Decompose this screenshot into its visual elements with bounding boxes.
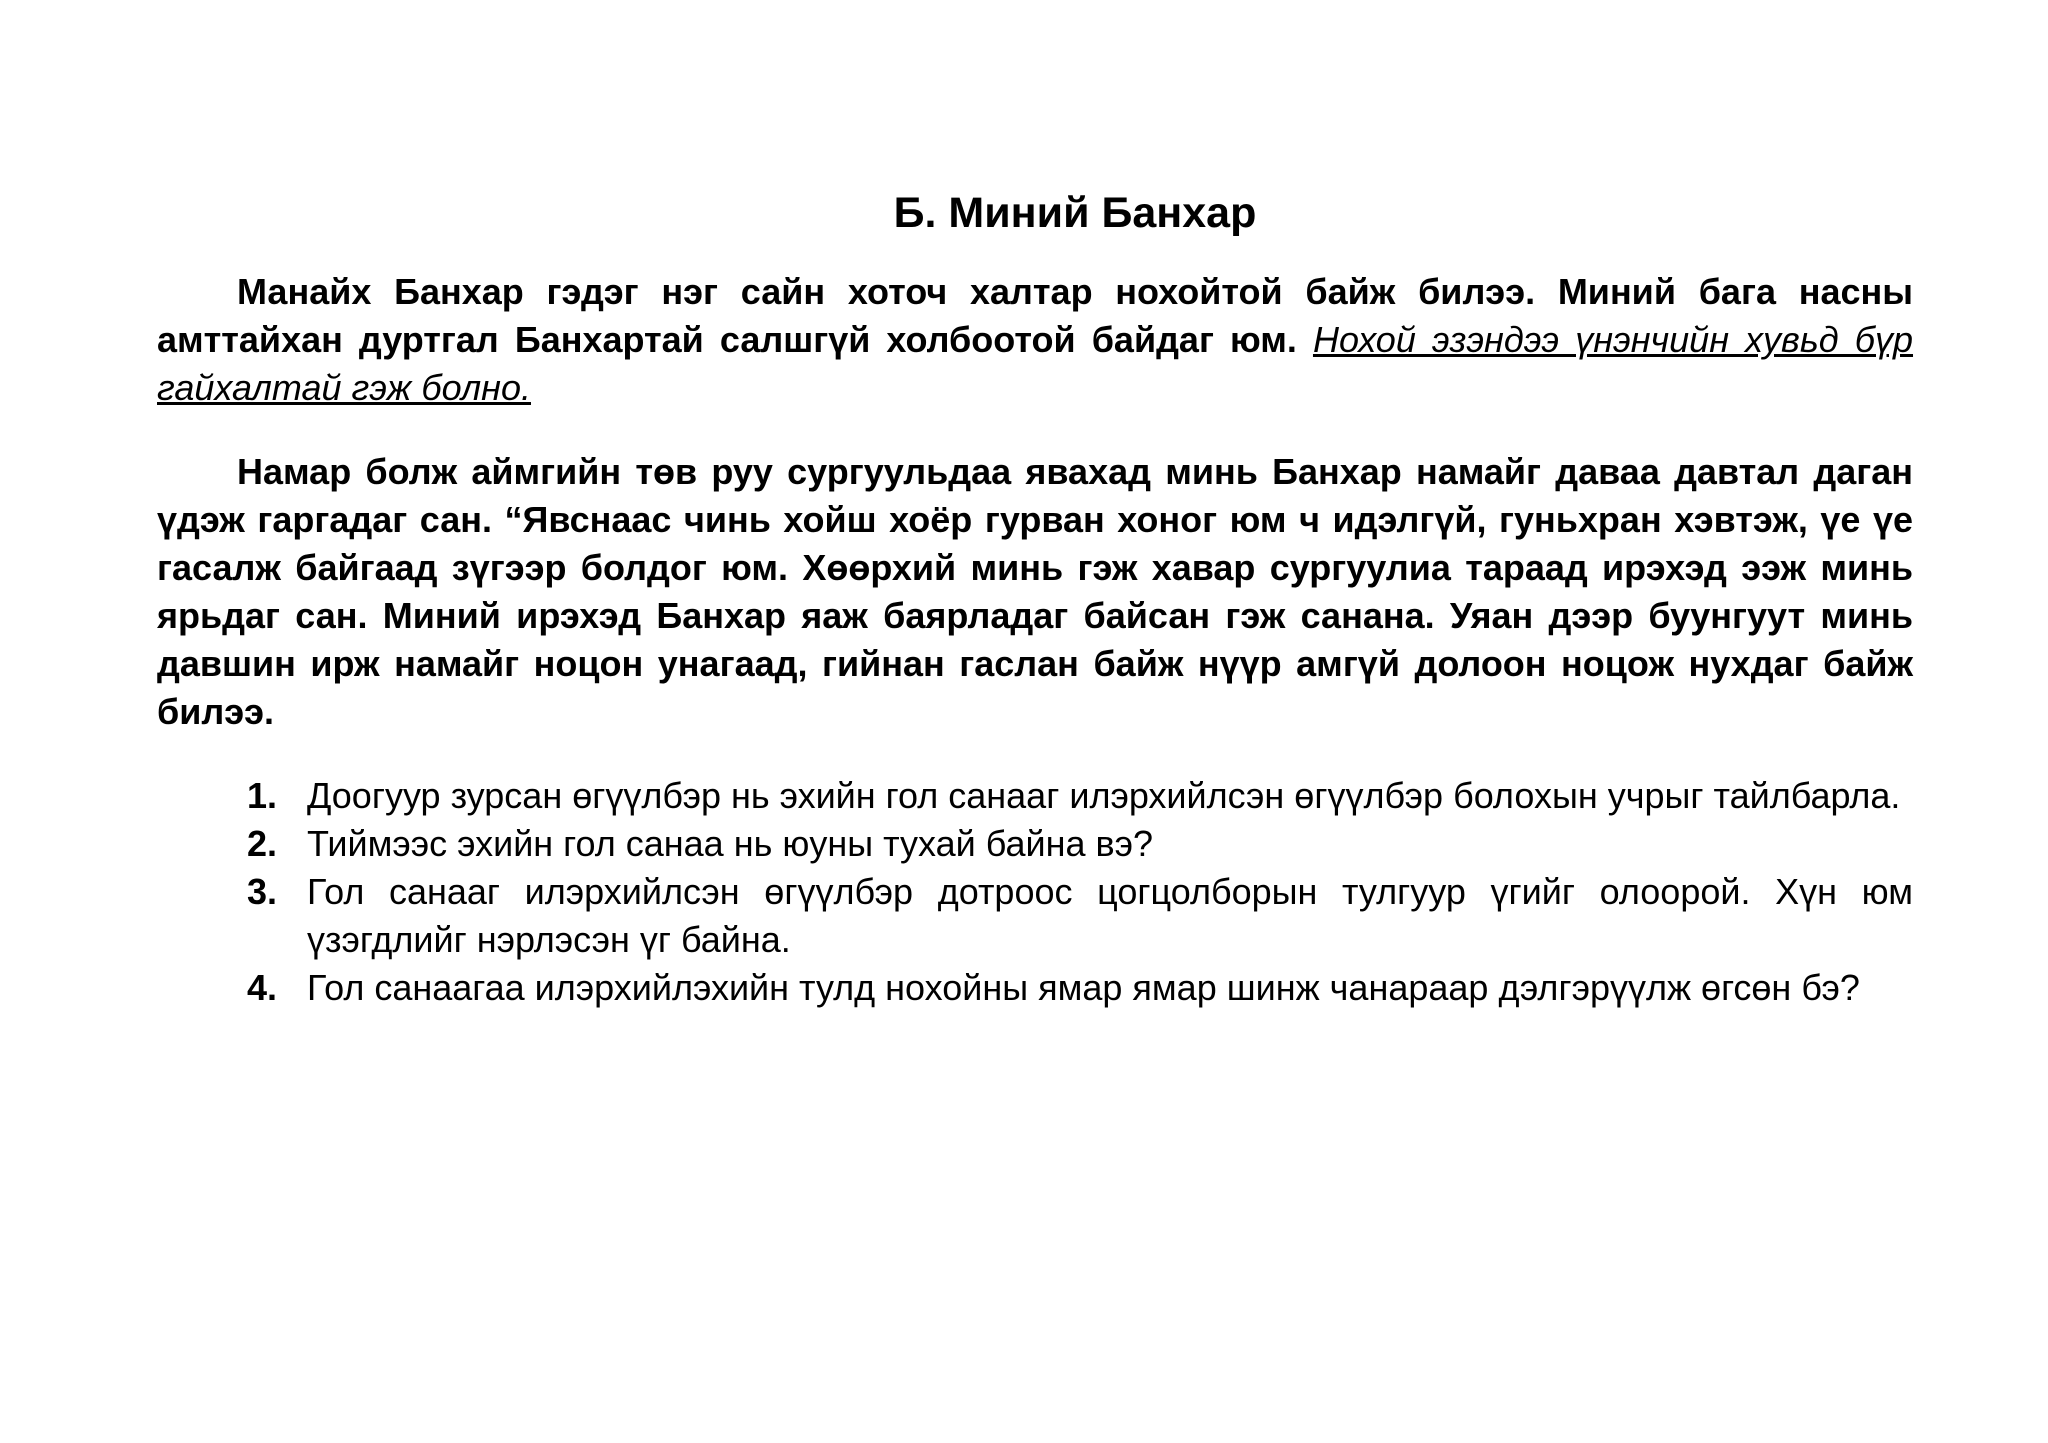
paragraph-2: Намар болж аймгийн төв руу сургуульдаа явахад минь Банхар намайг даваа давтал даган үдэж гаргадаг сан. “Явснаас чинь хойш хоёр гурван хоног юм ч идэлгүй, гуньхран хэвтэж, үе үе гасалж байгаад зүгээр болдог юм. Хөөрхий минь гэж хавар сургуулиа тараад ирэхэд ээж минь ярьдаг сан. Миний ирэхэд Банхар яаж баярладаг байсан гэж санана. Уяан дээр буунгуут минь давшин ирж намайг ноцон унагаад, гийнан гаслан байж нүүр амгүй долоон ноцож нухдаг байж билээ. [157, 451, 1913, 732]
question-number: 2. [247, 823, 278, 864]
topic-sentence: Нохой эзэндээ үнэнчийн хувьд бүр гайхалтай гэж болно. [157, 319, 1914, 408]
question-text: Гол санааг илэрхийлсэн өгүүлбэр дотроос цогцолборын тулгуур үгийг олоорой. Хүн юм үзэгдлийг нэрлэсэн үг байна. [307, 871, 1913, 960]
paragraph-1-text: Манайх Банхар гэдэг нэг сайн хоточ халтар нохойтой байж билээ. Миний бага насны амттайхан дуртгал Банхартай салшгүй холбоотой байдаг юм. [157, 271, 1913, 360]
question-text: Гол санаагаа илэрхийлэхийн тулд нохойны ямар ямар шинж чанараар дэлгэрүүлж өгсөн бэ? [307, 967, 1860, 1008]
document-page [157, 188, 1913, 1012]
question-item [157, 772, 1913, 820]
question-text: Тиймээс эхийн гол санаа нь юуны тухай байна вэ? [307, 823, 1154, 864]
page-title: Б. Миний Банхар [893, 189, 1257, 237]
question-number: 3. [247, 871, 278, 912]
paragraph-1 [157, 268, 1913, 412]
question-item [157, 964, 1913, 1012]
question-item [157, 820, 1913, 868]
question-item [157, 868, 1913, 964]
question-list [157, 772, 1913, 1012]
question-number: 4. [247, 967, 278, 1008]
question-text: Доогуур зурсан өгүүлбэр нь эхийн гол санааг илэрхийлсэн өгүүлбэр болохын учрыг тайлбарла. [307, 775, 1901, 816]
question-number: 1. [247, 775, 278, 816]
